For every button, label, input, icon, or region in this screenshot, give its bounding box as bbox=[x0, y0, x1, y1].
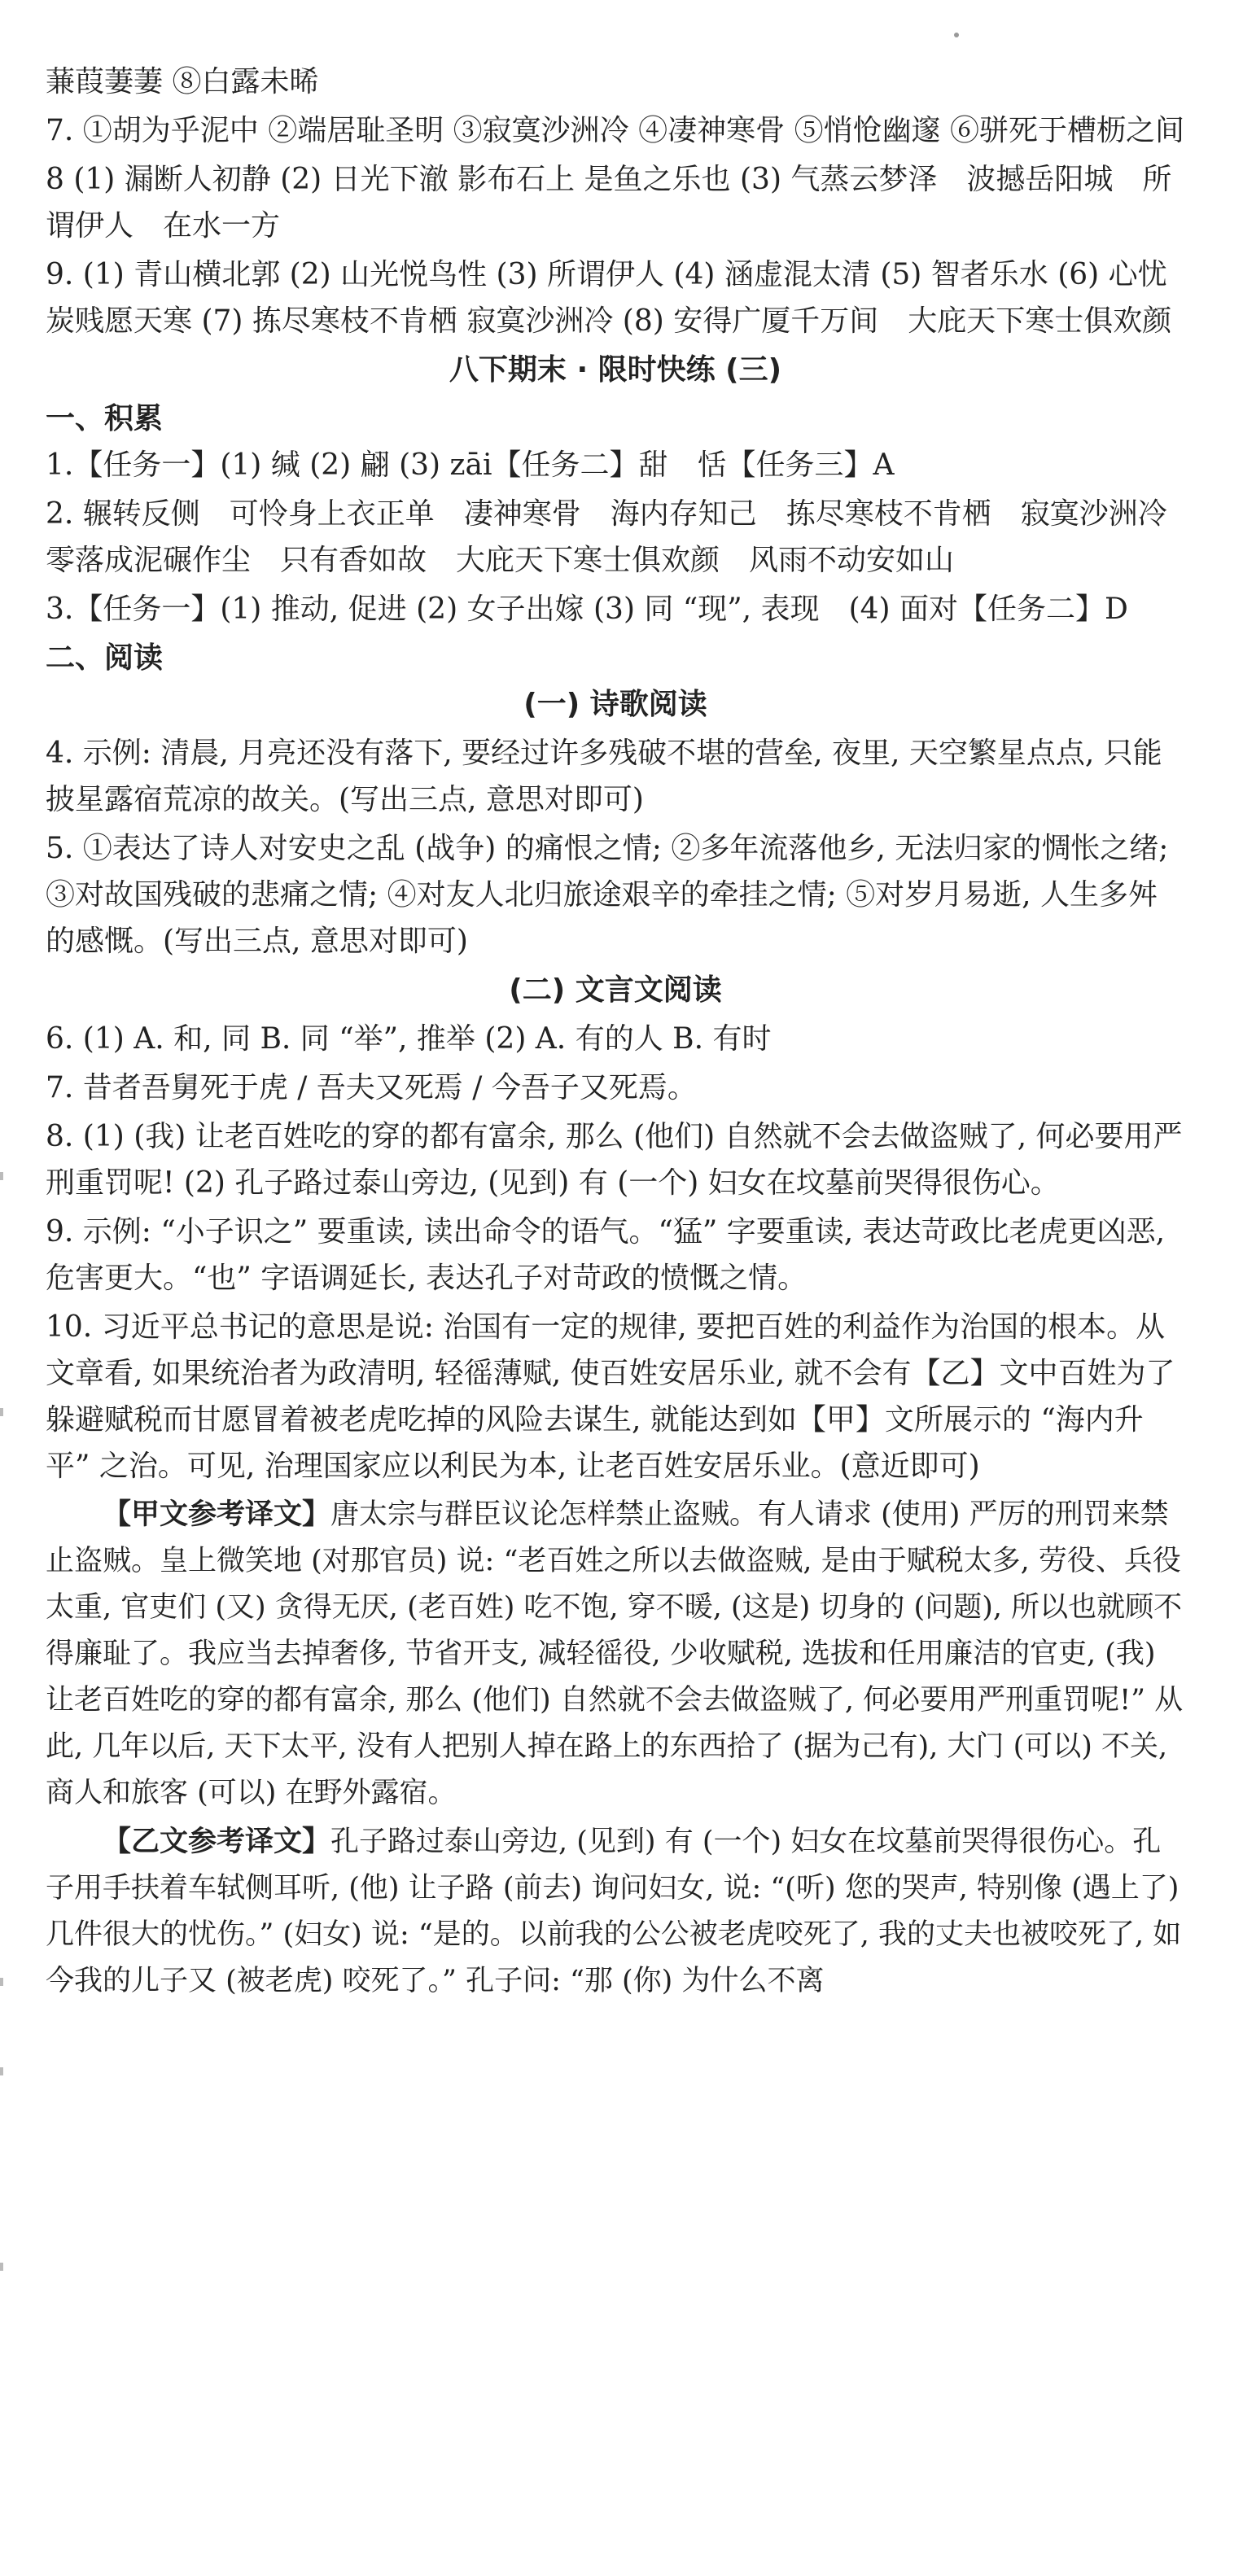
subsection-title: (一) 诗歌阅读 bbox=[523, 688, 707, 721]
scan-dot bbox=[954, 33, 959, 37]
content-column bbox=[46, 59, 1197, 2007]
scan-speck bbox=[0, 1408, 3, 1416]
scan-speck bbox=[0, 1172, 3, 1180]
scan-speck bbox=[0, 1978, 3, 1986]
answer-line: 8 (1) 漏断人初静 (2) 日光下澈 影布石上 是鱼之乐也 (3) 气蒸云梦泽 波撼岳阳城 所谓伊人 在水一方 bbox=[46, 163, 1172, 243]
translation-text: 孔子路过泰山旁边, (见到) 有 (一个) 妇女在坟墓前哭得很伤心。孔子用手扶着车轼侧耳听, (他) 让子路 (前去) 询问妇女, 说: “(听) 您的哭声, 特别像 (遇上了) 几件很大的忧伤。” (妇女) 说: “是的。以前我的公公被老虎咬死了, 我的丈夫也被咬死了, 如今我的儿子又 (被老虎) 咬死了。” 孔子问: “那 (你) 为什么不离 bbox=[46, 1826, 1182, 1997]
answer-line: 2. 辗转反侧 可怜身上衣正单 凄神寒骨 海内存知己 拣尽寒枝不肯栖 寂寞沙洲冷 零落成泥碾作尘 只有香如故 大庇天下寒士俱欢颜 风雨不动安如山 bbox=[46, 497, 1197, 577]
answer-line: 7. 昔者吾舅死于虎 / 吾夫又死焉 / 今吾子又死焉。 bbox=[46, 1071, 697, 1104]
answer-line: 7. ①胡为乎泥中 ②端居耻圣明 ③寂寞沙洲冷 ④凄神寒骨 ⑤悄怆幽邃 ⑥骈死于槽枥之间 bbox=[46, 114, 1185, 147]
scan-speck bbox=[0, 2067, 3, 2075]
answer-line: 9. 示例: “小子识之” 要重读, 读出命令的语气。“猛” 字要重读, 表达苛政比老虎更凶恶, 危害更大。“也” 字语调延长, 表达孔子对苛政的愤慨之情。 bbox=[46, 1215, 1166, 1295]
answer-line: 蒹葭萋萋 ⑧白露未晞 bbox=[46, 65, 319, 98]
answer-line: 1.【任务一】(1) 缄 (2) 翩 (3) zāi【任务二】甜 恬【任务三】A bbox=[46, 448, 895, 482]
answer-line: 4. 示例: 清晨, 月亮还没有落下, 要经过许多残破不堪的营垒, 夜里, 天空繁星点点, 只能披星露宿荒凉的故关。(写出三点, 意思对即可) bbox=[46, 737, 1162, 816]
section-heading: 一、积累 bbox=[46, 402, 164, 435]
section-title: 八下期末 · 限时快练 (三) bbox=[449, 353, 782, 387]
answer-line: 8. (1) (我) 让老百姓吃的穿的都有富余, 那么 (他们) 自然就不会去做盗贼了, 何必要用严刑重罚呢! (2) 孔子路过泰山旁边, (见到) 有 (一个) 妇女在坟墓前哭得很伤心。 bbox=[46, 1120, 1183, 1200]
answer-line: 9. (1) 青山横北郭 (2) 山光悦鸟性 (3) 所谓伊人 (4) 涵虚混太清 (5) 智者乐水 (6) 心忧炭贱愿天寒 (7) 拣尽寒枝不肯栖 寂寞沙洲冷 (8) 安得广厦千万间 大庇天下寒士俱欢颜 bbox=[46, 258, 1172, 338]
subsection-title: (二) 文言文阅读 bbox=[509, 973, 722, 1007]
answer-line: 3.【任务一】(1) 推动, 促进 (2) 女子出嫁 (3) 同 “现”, 表现 (4) 面对【任务二】D bbox=[46, 593, 1128, 626]
answer-line: 10. 习近平总书记的意思是说: 治国有一定的规律, 要把百姓的利益作为治国的根本。从文章看, 如果统治者为政清明, 轻徭薄赋, 使百姓安居乐业, 就不会有【乙】文中百姓为了躲避赋税而甘愿冒着被老虎吃掉的风险去谋生, 就能达到如【甲】文所展示的 “海内升平” 之治。可见, 治理国家应以利民为本, 让老百姓安居乐业。(意近即可) bbox=[46, 1310, 1175, 1483]
translation-yi bbox=[46, 1819, 1185, 2005]
translation-tag: 【乙文参考译文】 bbox=[103, 1826, 331, 1858]
answer-line: 6. (1) A. 和, 同 B. 同 “举”, 推举 (2) A. 有的人 B. 有时 bbox=[46, 1022, 772, 1056]
scan-speck bbox=[0, 2263, 3, 2271]
section-heading: 二、阅读 bbox=[46, 641, 164, 675]
translation-text: 唐太宗与群臣议论怎样禁止盗贼。有人请求 (使用) 严厉的刑罚来禁止盗贼。皇上微笑地 (对那官员) 说: “老百姓之所以去做盗贼, 是由于赋税太多, 劳役、兵役太重, 官吏们 (又) 贪得无厌, (老百姓) 吃不饱, 穿不暖, (这是) 切身的 (问题), 所以也就顾不得廉耻了。我应当去掉奢侈, 节省开支, 减轻徭役, 少收赋税, 选拔和任用廉洁的官吏, (我) 让老百姓吃的穿的都有富余, 那么 (他们) 自然就不会去做盗贼了, 何必要用严刑重罚呢!” 从此, 几年以后, 天下太平, 没有人把别人掉在路上的东西拾了 (据为己有), 大门 (可以) 不关, 商人和旅客 (可以) 在野外露宿。 bbox=[46, 1498, 1184, 1809]
answer-line: 5. ①表达了诗人对安史之乱 (战争) 的痛恨之情; ②多年流落他乡, 无法归家的惆怅之绪; ③对故国残破的悲痛之情; ④对友人北归旅途艰辛的牵挂之情; ⑤对岁月易逝, 人生多舛的感慨。(写出三点, 意思对即可) bbox=[46, 832, 1169, 958]
translation-jia bbox=[46, 1492, 1185, 1817]
translation-tag: 【甲文参考译文】 bbox=[103, 1498, 331, 1531]
